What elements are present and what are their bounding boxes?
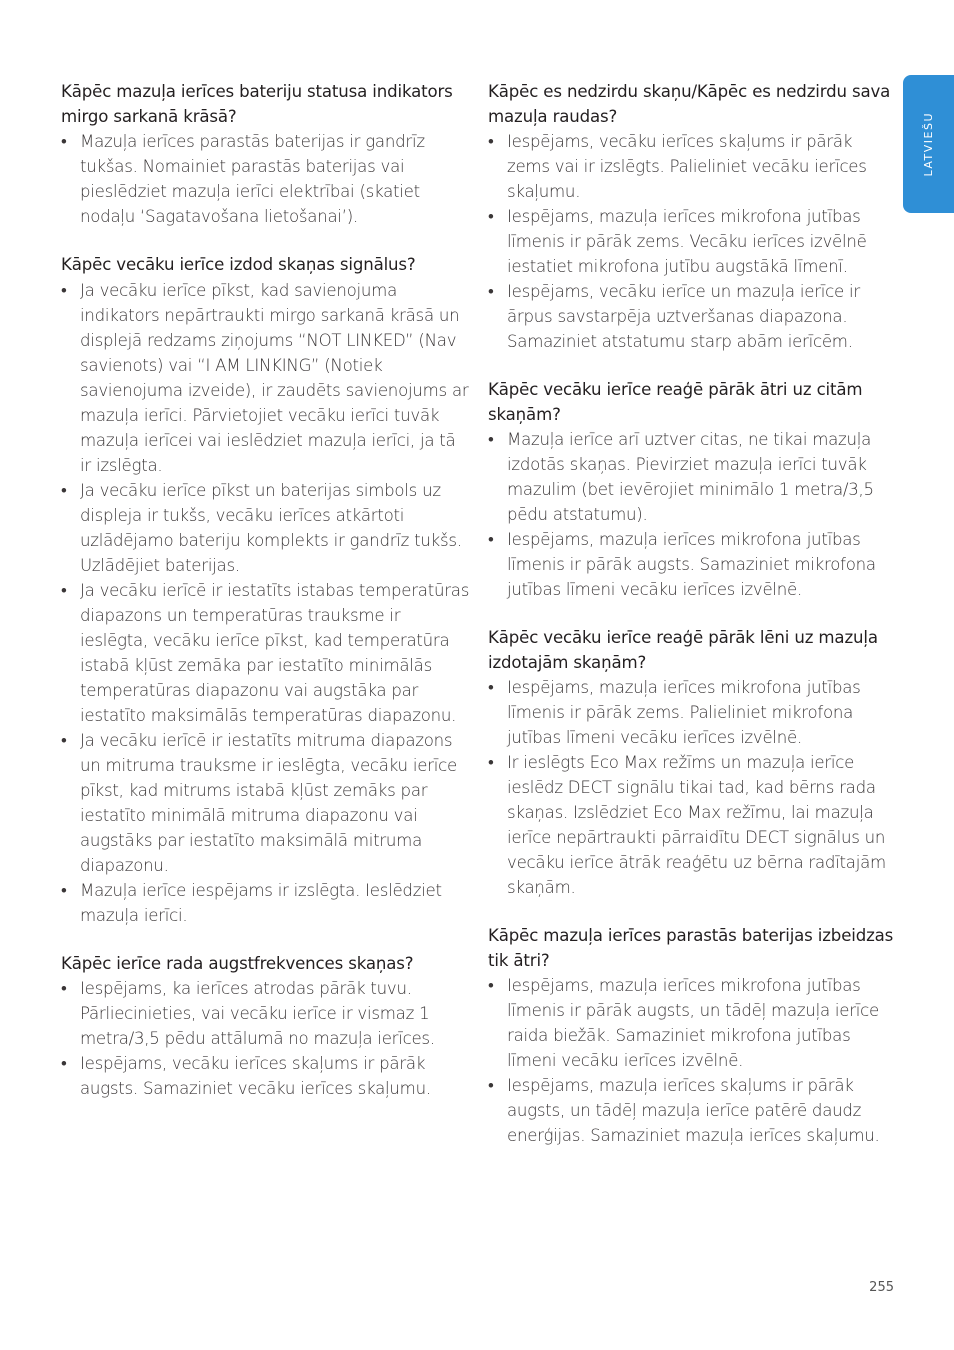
faq-answer-text: Mazuļa ierīce iespējams ir izslēgta. Ieslēdziet mazuļa ierīci. — [80, 880, 442, 925]
bullet-icon: • — [488, 753, 494, 772]
faq-answer-text: Mazuļa ierīce arī uztver citas, ne tikai mazuļa izdotās skaņas. Pievirziet mazuļa ierīci tuvāk mazulim (bet ievērojiet minimālo 1 metra/3,5 pēdu atstatumu). — [507, 430, 874, 524]
bullet-icon: • — [61, 280, 67, 300]
faq-answer-text: Ir ieslēgts Eco Max režīms un mazuļa ierīce ieslēdz DECT signālu tikai tad, kad bērns rada skaņas. Izslēdziet Eco Max režīmu, lai mazuļa ierīce nepārtraukti pārraidītu DECT signālus un vecāku ierīce ātrāk reaģētu uz bērna radītajām skaņām. — [507, 753, 886, 897]
bullet-icon: • — [488, 976, 494, 995]
faq-question: Kāpēc vecāku ierīce reaģē pārāk lēni uz mazuļa izdotajām skaņām? — [488, 628, 878, 672]
faq-section — [61, 80, 471, 229]
bullet-icon: • — [61, 480, 67, 500]
faq-question: Kāpēc mazuļa ierīces bateriju statusa indikators mirgo sarkanā krāsā? — [61, 82, 453, 126]
page-number: 255 — [869, 1280, 894, 1295]
language-tab-label: LATVIEŠU — [922, 111, 935, 177]
faq-answer-item — [488, 427, 898, 527]
faq-answer-text: Iespējams, vecāku ierīces skaļums ir pārāk zems vai ir izslēgts. Palieliniet vecāku ierīces skaļumu. — [507, 132, 867, 201]
faq-answer-text: Iespējams, mazuļa ierīces mikrofona jutības līmenis ir pārāk augsts. Samaziniet mikrofona jutības līmeni vecāku ierīces izvēlnē. — [507, 530, 876, 599]
faq-section — [61, 253, 471, 928]
faq-answer-item — [488, 204, 898, 279]
bullet-icon: • — [61, 880, 67, 900]
faq-section — [488, 378, 898, 602]
bullet-icon: • — [488, 1076, 494, 1095]
bullet-icon: • — [488, 530, 494, 549]
faq-question: Kāpēc es nedzirdu skaņu/Kāpēc es nedzirdu sava mazuļa raudas? — [488, 82, 891, 126]
faq-answer-item — [488, 675, 898, 750]
faq-answer-list — [61, 278, 471, 928]
faq-answer-item — [61, 478, 471, 578]
faq-answer-list — [488, 129, 898, 354]
bullet-icon: • — [61, 580, 67, 600]
faq-answer-text: Ja vecāku ierīcē ir iestatīts mitruma diapazons un mitruma trauksme ir ieslēgta, vecāku ierīce pīkst, kad mitrums istabā kļūst zemāks par iestatīto minimālā mitruma diapazonu vai augstāks par iestatīto maksimālā mitruma diapazonu. — [80, 730, 457, 875]
faq-answer-list — [488, 675, 898, 900]
bullet-icon: • — [488, 207, 494, 226]
faq-answer-text: Ja vecāku ierīce pīkst, kad savienojuma indikators nepārtraukti mirgo sarkanā krāsā un displejā redzams ziņojums “NOT LINKED” (Nav savienots) vai “I AM LINKING” (Notiek savienojuma izveide), ir zaudēts savienojums ar mazuļa ierīci. Pārvietojiet vecāku ierīci tuvāk mazuļa ierīcei vai ieslēdziet mazuļa ierīci, ja tā ir izslēgta. — [80, 280, 469, 475]
faq-answer-list — [488, 427, 898, 602]
faq-answer-text: Iespējams, vecāku ierīces skaļums ir pārāk augsts. Samaziniet vecāku ierīces skaļumu. — [80, 1054, 431, 1098]
faq-answer-item — [488, 279, 898, 354]
faq-answer-item — [488, 750, 898, 900]
faq-answer-list — [61, 129, 471, 229]
faq-question: Kāpēc mazuļa ierīces parastās baterijas izbeidzas tik ātri? — [488, 926, 894, 970]
faq-answer-item — [488, 973, 898, 1073]
faq-question: Kāpēc vecāku ierīce reaģē pārāk ātri uz citām skaņām? — [488, 380, 863, 424]
faq-section — [488, 626, 898, 900]
faq-answer-text: Iespējams, ka ierīces atrodas pārāk tuvu. Pārliecinieties, vai vecāku ierīce ir vismaz 1 metra/3,5 pēdu attālumā no mazuļa ierīces. — [80, 979, 435, 1048]
language-tab[interactable] — [903, 75, 954, 213]
faq-answer-item — [61, 278, 471, 478]
faq-answer-item — [61, 976, 471, 1051]
faq-answer-item — [61, 578, 471, 728]
bullet-icon: • — [488, 430, 494, 449]
bullet-icon: • — [488, 678, 494, 697]
faq-answer-list — [488, 973, 898, 1148]
bullet-icon: • — [61, 132, 67, 151]
faq-answer-item — [61, 878, 471, 928]
faq-answer-item — [61, 129, 471, 229]
faq-answer-text: Iespējams, mazuļa ierīces skaļums ir pārāk augsts, un tādēļ mazuļa ierīce patērē daudz enerģijas. Samaziniet mazuļa ierīces skaļumu. — [507, 1076, 880, 1145]
faq-question: Kāpēc vecāku ierīce izdod skaņas signālus? — [61, 255, 416, 274]
bullet-icon: • — [61, 730, 67, 750]
bullet-icon: • — [488, 282, 494, 301]
faq-answer-list — [61, 976, 471, 1101]
faq-answer-item — [61, 1051, 471, 1101]
faq-answer-text: Ja vecāku ierīce pīkst un baterijas simbols uz displeja ir tukšs, vecāku ierīces atkārtoti uzlādējamo bateriju komplekts ir gandrīz tukšs. Uzlādējiet baterijas. — [80, 480, 462, 575]
left-column — [61, 80, 471, 1125]
faq-answer-text: Iespējams, mazuļa ierīces mikrofona jutības līmenis ir pārāk augsts, un tādēļ mazuļa ierīce raida biežāk. Samaziniet mikrofona jutības līmeni vecāku ierīces izvēlnē. — [507, 976, 879, 1070]
faq-question: Kāpēc ierīce rada augstfrekvences skaņas? — [61, 953, 414, 973]
bullet-icon: • — [488, 132, 494, 151]
faq-answer-item — [488, 1073, 898, 1148]
bullet-icon: • — [61, 979, 67, 998]
bullet-icon: • — [61, 1054, 67, 1073]
faq-answer-item — [61, 728, 471, 878]
faq-answer-text: Mazuļa ierīces parastās baterijas ir gandrīz tukšas. Nomainiet parastās baterijas vai pieslēdziet mazuļa ierīci elektrībai (skatiet nodaļu ‘Sagatavošana lietošanai’). — [80, 132, 425, 226]
right-column — [488, 80, 898, 1172]
faq-answer-item — [488, 129, 898, 204]
faq-answer-text: Iespējams, vecāku ierīce un mazuļa ierīce ir ārpus savstarpēja uztveršanas diapazona. Samaziniet atstatumu starp abām ierīcēm. — [507, 282, 860, 351]
faq-answer-text: Iespējams, mazuļa ierīces mikrofona jutības līmenis ir pārāk zems. Palieliniet mikrofona jutības līmeni vecāku ierīces izvēlnē. — [507, 678, 861, 747]
faq-section — [488, 924, 898, 1148]
faq-section — [61, 952, 471, 1102]
faq-answer-item — [488, 527, 898, 602]
faq-section — [488, 80, 898, 354]
faq-answer-text: Ja vecāku ierīcē ir iestatīts istabas temperatūras diapazons un temperatūras trauksme ir ieslēgta, vecāku ierīce pīkst, kad temperatūra istabā kļūst zemāka par iestatīto minimālās temperatūras diapazonu vai augstāka par iestatīto maksimālās temperatūras diapazonu. — [80, 580, 470, 725]
language-tab-label-wrap — [903, 75, 954, 213]
faq-answer-text: Iespējams, mazuļa ierīces mikrofona jutības līmenis ir pārāk zems. Vecāku ierīces izvēlnē iestatiet mikrofona jutību augstākā līmenī. — [507, 207, 867, 276]
